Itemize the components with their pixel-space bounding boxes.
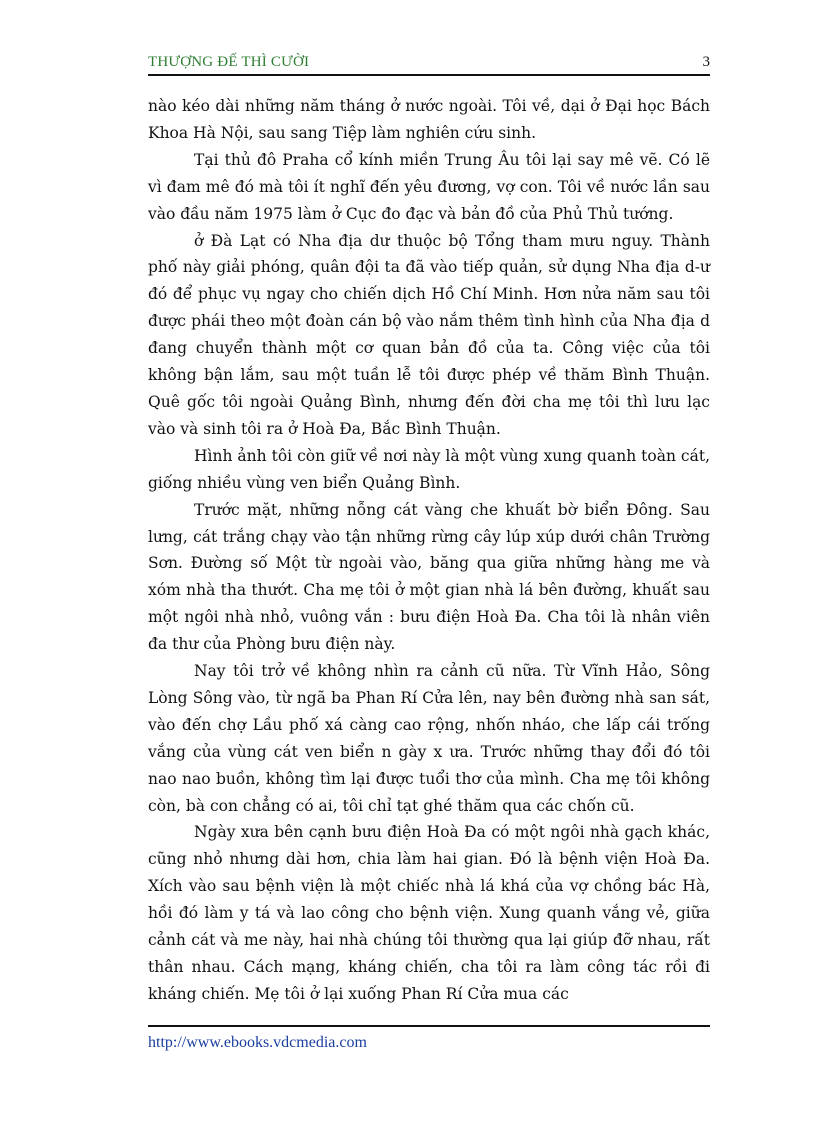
header-divider (148, 74, 710, 76)
paragraph-5: Trước mặt, những nỗng cát vàng che khuất bờ biển Đông. Sau lưng, cát trắng chạy vào tận những rừng cây lúp xúp dưới chân Trường Sơn. Đường số Một từ ngoài vào, băng qua giữa những hàng me và xóm nhà tha thướt. Cha mẹ tôi ở một gian nhà lá bên đường, khuất sau một ngôi nhà nhỏ, vuông vắn : bưu điện Hoà Đa. Cha tôi là nhân viên đa thư của Phòng bưu điện này. (148, 500, 710, 654)
paragraph-3: ở Đà Lạt có Nha địa dư thuộc bộ Tổng tham mưu nguy. Thành phố này giải phóng, quân đội ta đã vào tiếp quản, sử dụng Nha địa d-ư đó để phục vụ ngay cho chiến dịch Hồ Chí Minh. Hơn nửa năm sau tôi được phái theo một đoàn cán bộ vào nắm thêm tình hình của Nha địa d đang chuyển thành một cơ quan bản đồ của ta. Công việc của tôi không bận lắm, sau một tuần lễ tôi được phép về thăm Bình Thuận. Quê gốc tôi ngoài Quảng Bình, nhưng đến đời cha mẹ tôi thì lưu lạc vào và sinh tôi ra ở Hoà Đa, Bắc Bình Thuận. (148, 231, 710, 438)
paragraph-1: nào kéo dài những năm tháng ở nước ngoài. Tôi về, dại ở Đại học Bách Khoa Hà Nội, sau sang Tiệp làm nghiên cứu sinh. (148, 97, 710, 142)
footer-divider (148, 1025, 710, 1027)
paragraph-2: Tại thủ đô Praha cổ kính miền Trung Âu tôi lại say mê vẽ. Có lẽ vì đam mê đó mà tôi ít nghĩ đến yêu đương, vợ con. Tôi về nước lần sau vào đầu năm 1975 làm ở Cục đo đạc và bản đồ của Phủ Thủ tướng. (148, 150, 710, 223)
paragraph-6: Nay tôi trở về không nhìn ra cảnh cũ nữa. Từ Vĩnh Hảo, Sông Lòng Sông vào, từ ngã ba Phan Rí Cửa lên, nay bên đường nhà san sát, vào đến chợ Lầu phố xá càng cao rộng, nhốn nháo, che lấp cái trống vắng của vùng cát ven biển n gày x ưa. Trước những thay đổi đó tôi nao nao buồn, không tìm lại được tuổi thơ của mình. Cha mẹ tôi không còn, bà con chẳng có ai, tôi chỉ tạt ghé thăm qua các chốn cũ. (148, 662, 710, 815)
page-header (148, 52, 710, 76)
page-number: 3 (702, 54, 710, 70)
paragraph-4: Hình ảnh tôi còn giữ về nơi này là một vùng xung quanh toàn cát, giống nhiều vùng ven biển Quảng Bình. (148, 446, 710, 492)
paragraph-7: Ngày xưa bên cạnh bưu điện Hoà Đa có một ngôi nhà gạch khác, cũng nhỏ nhưng dài hơn, chia làm hai gian. Đó là bệnh viện Hoà Đa. Xích vào sau bệnh viện là một chiếc nhà lá khá của vợ chồng bác Hà, hồi đó làm y tá và lao công cho bệnh viện. Xung quanh vắng vẻ, giữa cảnh cát và me này, hai nhà chúng tôi thường qua lại giúp đỡ nhau, rất thân nhau. Cách mạng, kháng chiến, cha tôi ra làm công tác rồi đi kháng chiến. Mẹ tôi ở lại xuống Phan Rí Cửa mua các (148, 823, 710, 1003)
book-title: THƯỢNG ĐẾ THÌ CƯỜI (148, 54, 310, 70)
footer-website-link[interactable]: http://www.ebooks.vdcmedia.com (148, 1034, 367, 1051)
body-text (148, 93, 710, 1008)
